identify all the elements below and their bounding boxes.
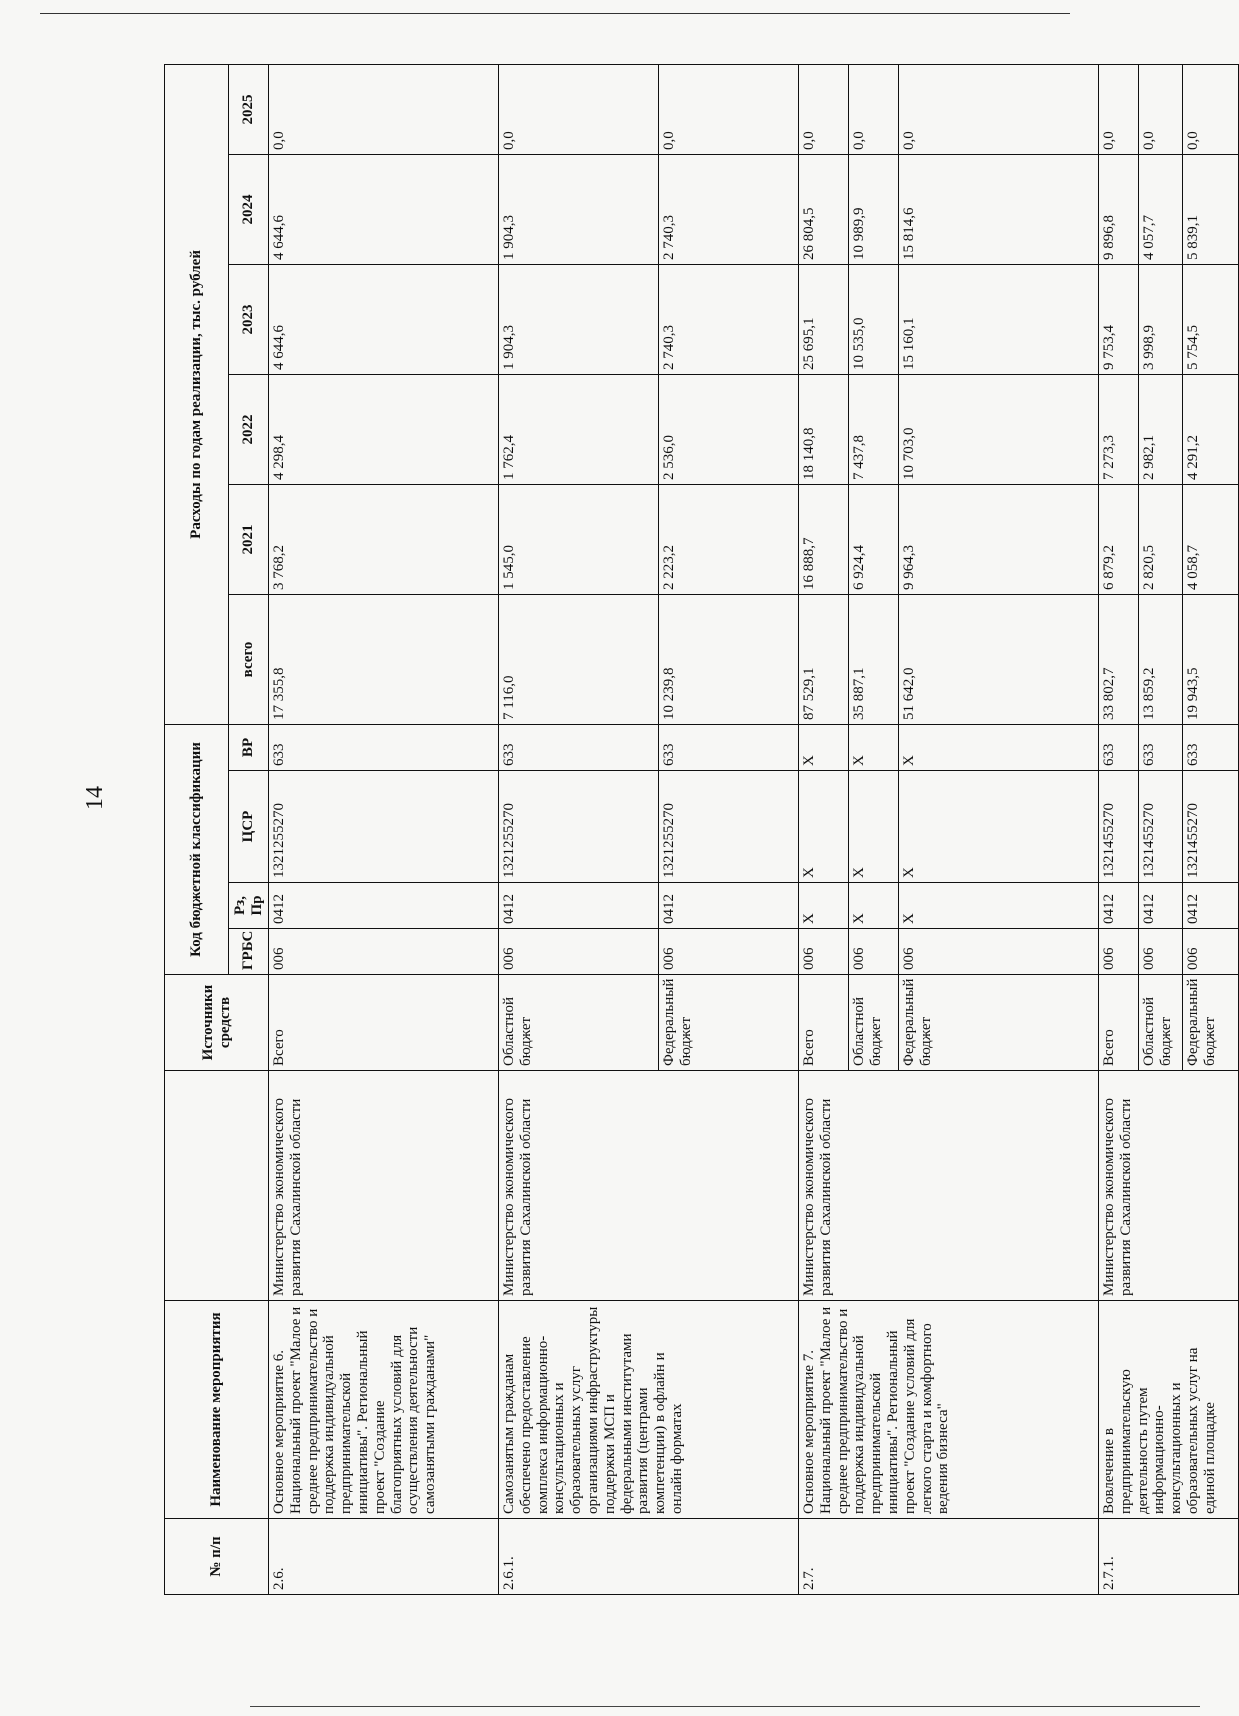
cell-grbs: 006	[1099, 929, 1139, 975]
cell-source: Всего	[269, 975, 499, 1071]
cell-2025: 0,0	[1183, 64, 1239, 154]
cell-source: Всего	[1099, 975, 1139, 1071]
cell-2022: 4 291,2	[1183, 374, 1239, 484]
cell-2023: 3 998,9	[1139, 264, 1183, 374]
cell-2022: 4 298,4	[269, 374, 499, 484]
cell-total: 10 239,8	[659, 594, 799, 724]
cell-2021: 6 879,2	[1099, 484, 1139, 594]
table-row	[269, 64, 499, 1594]
table-row	[1099, 64, 1139, 1594]
cell-responsible: Министерство экономического развития Сахалинской области	[269, 1071, 499, 1301]
cell-2023: 1 904,3	[499, 264, 659, 374]
cell-grbs: 006	[849, 929, 899, 975]
cell-2022: 7 437,8	[849, 374, 899, 484]
cell-2024: 4 644,6	[269, 154, 499, 264]
cell-name: Вовлечение в предпринимательскую деятельность путем информационно-консультационных и образовательных услуг на единой площадке	[1099, 1301, 1239, 1519]
budget-table	[164, 64, 1239, 1595]
cell-rzpr: 0412	[499, 883, 659, 929]
cell-total: 33 802,7	[1099, 594, 1139, 724]
cell-2021: 6 924,4	[849, 484, 899, 594]
cell-csr: 1321255270	[499, 771, 659, 883]
header-rzpr: Рз, Пр	[229, 883, 269, 929]
header-name: Наименование мероприятия	[165, 1301, 269, 1519]
cell-source: Федеральный бюджет	[1183, 975, 1239, 1071]
cell-csr: 1321455270	[1183, 771, 1239, 883]
cell-csr: 1321255270	[269, 771, 499, 883]
cell-2022: 18 140,8	[799, 374, 849, 484]
cell-rzpr: 0412	[1139, 883, 1183, 929]
cell-2021: 16 888,7	[799, 484, 849, 594]
cell-2024: 15 814,6	[899, 154, 1099, 264]
cell-responsible: Министерство экономического развития Сахалинской области	[499, 1071, 799, 1301]
cell-2024: 2 740,3	[659, 154, 799, 264]
header-expenses-group: Расходы по годам реализации, тыс. рублей	[165, 64, 229, 724]
cell-2024: 26 804,5	[799, 154, 849, 264]
cell-2024: 4 057,7	[1139, 154, 1183, 264]
cell-rzpr: X	[849, 883, 899, 929]
cell-2021: 9 964,3	[899, 484, 1099, 594]
cell-2023: 15 160,1	[899, 264, 1099, 374]
cell-source: Федеральный бюджет	[899, 975, 1099, 1071]
cell-2022: 10 703,0	[899, 374, 1099, 484]
cell-csr: 1321455270	[1099, 771, 1139, 883]
cell-total: 19 943,5	[1183, 594, 1239, 724]
cell-2023: 4 644,6	[269, 264, 499, 374]
top-scan-edge	[40, 13, 1070, 14]
cell-total: 13 859,2	[1139, 594, 1183, 724]
table-body	[269, 64, 1239, 1594]
cell-vr: X	[849, 724, 899, 770]
cell-grbs: 006	[499, 929, 659, 975]
header-2021: 2021	[229, 484, 269, 594]
cell-source: Всего	[799, 975, 849, 1071]
cell-rzpr: X	[899, 883, 1099, 929]
cell-2022: 1 762,4	[499, 374, 659, 484]
header-2024: 2024	[229, 154, 269, 264]
rotated-table-wrapper	[164, 65, 1218, 1595]
header-responsible	[165, 1071, 269, 1301]
cell-2021: 2 223,2	[659, 484, 799, 594]
cell-name: Самозанятым гражданам обеспечено предоставление комплекса информационно-консультационных и образовательных услуг организациями инфраструктуры поддержки МСП и федеральными институтами развития (центрами компетенции) в офлайн и онлайн форматах	[499, 1301, 799, 1519]
header-2023: 2023	[229, 264, 269, 374]
page-number: 14	[82, 786, 108, 810]
cell-2024: 9 896,8	[1099, 154, 1139, 264]
header-csr: ЦСР	[229, 771, 269, 883]
cell-total: 87 529,1	[799, 594, 849, 724]
cell-csr: X	[899, 771, 1099, 883]
cell-source: Областной бюджет	[1139, 975, 1183, 1071]
cell-2025: 0,0	[799, 64, 849, 154]
cell-rzpr: 0412	[659, 883, 799, 929]
cell-2024: 10 989,9	[849, 154, 899, 264]
cell-total: 51 642,0	[899, 594, 1099, 724]
cell-2025: 0,0	[269, 64, 499, 154]
cell-vr: X	[799, 724, 849, 770]
cell-name: Основное мероприятие 7. Национальный проект "Малое и среднее предпринимательство и поддержка индивидуальной предпринимательской инициативы". Региональный проект "Создание условий для легкого старта и комфортного ведения бизнеса"	[799, 1301, 1099, 1519]
bottom-scan-edge	[250, 1706, 1200, 1707]
cell-2021: 2 820,5	[1139, 484, 1183, 594]
cell-2023: 5 754,5	[1183, 264, 1239, 374]
cell-2025: 0,0	[499, 64, 659, 154]
table-row	[799, 64, 849, 1594]
cell-rzpr: X	[799, 883, 849, 929]
header-bcc-group: Код бюджетной классификации	[165, 724, 229, 974]
cell-num: 2.7.1.	[1099, 1519, 1239, 1595]
cell-grbs: 006	[269, 929, 499, 975]
cell-2022: 2 982,1	[1139, 374, 1183, 484]
cell-num: 2.7.	[799, 1519, 1099, 1595]
header-num: № п/п	[165, 1519, 269, 1595]
cell-rzpr: 0412	[269, 883, 499, 929]
cell-2023: 25 695,1	[799, 264, 849, 374]
cell-2023: 10 535,0	[849, 264, 899, 374]
cell-responsible: Министерство экономического развития Сахалинской области	[799, 1071, 1099, 1301]
cell-2024: 1 904,3	[499, 154, 659, 264]
cell-2023: 2 740,3	[659, 264, 799, 374]
cell-grbs: 006	[659, 929, 799, 975]
cell-total: 17 355,8	[269, 594, 499, 724]
header-2025: 2025	[229, 64, 269, 154]
cell-vr: 633	[269, 724, 499, 770]
cell-grbs: 006	[1139, 929, 1183, 975]
cell-2023: 9 753,4	[1099, 264, 1139, 374]
cell-source: Областной бюджет	[499, 975, 659, 1071]
cell-2025: 0,0	[1139, 64, 1183, 154]
cell-csr: X	[849, 771, 899, 883]
cell-2022: 2 536,0	[659, 374, 799, 484]
cell-responsible: Министерство экономического развития Сахалинской области	[1099, 1071, 1239, 1301]
cell-csr: X	[799, 771, 849, 883]
cell-vr: 633	[1139, 724, 1183, 770]
cell-source: Областной бюджет	[849, 975, 899, 1071]
header-total: всего	[229, 594, 269, 724]
cell-grbs: 006	[799, 929, 849, 975]
cell-csr: 1321255270	[659, 771, 799, 883]
table-header	[165, 64, 269, 1594]
cell-2021: 4 058,7	[1183, 484, 1239, 594]
cell-vr: 633	[499, 724, 659, 770]
cell-rzpr: 0412	[1099, 883, 1139, 929]
cell-2021: 1 545,0	[499, 484, 659, 594]
cell-2025: 0,0	[1099, 64, 1139, 154]
cell-num: 2.6.1.	[499, 1519, 799, 1595]
cell-total: 7 116,0	[499, 594, 659, 724]
cell-rzpr: 0412	[1183, 883, 1239, 929]
cell-source: Федеральный бюджет	[659, 975, 799, 1071]
cell-2025: 0,0	[659, 64, 799, 154]
cell-total: 35 887,1	[849, 594, 899, 724]
cell-name: Основное мероприятие 6. Национальный проект "Малое и среднее предпринимательство и поддержка индивидуальной предпринимательской инициативы". Региональный проект "Создание благоприятных условий для осуществления деятельности самозанятыми гражданами"	[269, 1301, 499, 1519]
cell-vr: X	[899, 724, 1099, 770]
cell-grbs: 006	[1183, 929, 1239, 975]
cell-2024: 5 839,1	[1183, 154, 1239, 264]
cell-vr: 633	[1099, 724, 1139, 770]
header-vr: ВР	[229, 724, 269, 770]
cell-vr: 633	[1183, 724, 1239, 770]
cell-grbs: 006	[899, 929, 1099, 975]
cell-csr: 1321455270	[1139, 771, 1183, 883]
table-row	[499, 64, 659, 1594]
cell-num: 2.6.	[269, 1519, 499, 1595]
cell-2025: 0,0	[899, 64, 1099, 154]
cell-2025: 0,0	[849, 64, 899, 154]
header-2022: 2022	[229, 374, 269, 484]
cell-2022: 7 273,3	[1099, 374, 1139, 484]
header-grbs: ГРБС	[229, 929, 269, 975]
cell-vr: 633	[659, 724, 799, 770]
cell-2021: 3 768,2	[269, 484, 499, 594]
header-source: Источники средств	[165, 975, 269, 1071]
